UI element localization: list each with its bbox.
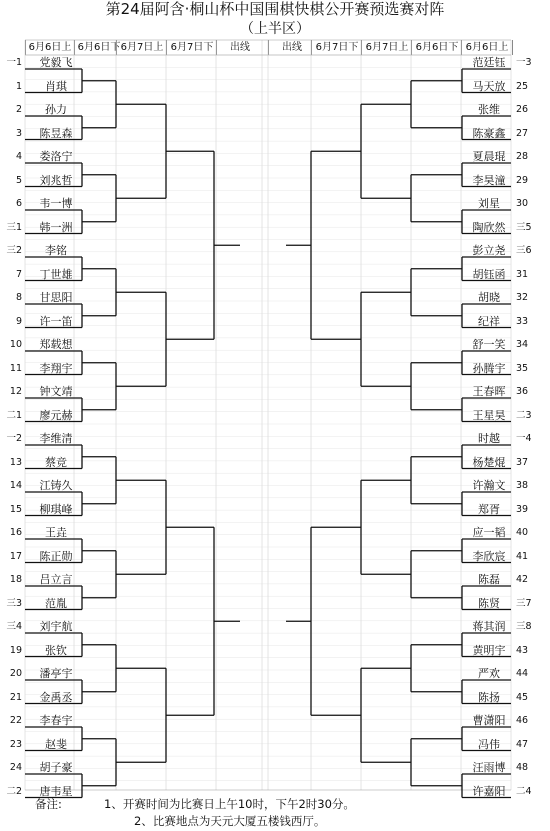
right-player-name: 马天放 (472, 79, 506, 93)
left-header-2: 6月6日下 (74, 40, 123, 55)
left-header-5: 出线 (216, 40, 263, 55)
right-player-name: 夏晨琨 (472, 150, 506, 163)
left-player-name: 李维清 (39, 432, 73, 445)
left-player-name: 孙力 (45, 103, 67, 116)
right-player-name: 汪雨博 (472, 761, 506, 774)
right-player-seed: 一3 (516, 57, 532, 68)
left-player-seed: 20 (9, 668, 22, 679)
right-player-name: 舒一笑 (472, 338, 506, 351)
right-player-name: 陈磊 (478, 573, 500, 586)
left-header-3: 6月7日上 (116, 40, 167, 55)
left-player-name: 陈昱森 (39, 126, 73, 140)
left-player-seed: 三3 (6, 597, 22, 609)
left-player-seed: 2 (15, 104, 22, 115)
right-player-seed: 33 (516, 315, 529, 327)
right-player-seed: 44 (516, 668, 529, 679)
left-player-name: 王垚 (45, 526, 67, 539)
left-player-seed: 三4 (6, 621, 22, 632)
right-player-name: 陈贤 (478, 596, 500, 610)
left-player-seed: 3 (15, 127, 22, 139)
left-player-name: 许一笛 (39, 314, 73, 328)
right-player-seed: 45 (516, 691, 529, 703)
right-player-name: 范廷钰 (472, 56, 506, 69)
left-player-name: 范胤 (45, 596, 67, 610)
right-player-seed: 37 (516, 456, 529, 468)
right-player-seed: 47 (516, 738, 529, 750)
right-player-seed: 二3 (516, 409, 532, 421)
left-player-name: 肖琪 (45, 79, 67, 93)
left-player-name: 李翔宇 (39, 361, 73, 375)
left-player-seed: 1 (15, 80, 22, 92)
right-player-name: 王星昊 (472, 408, 506, 422)
right-player-seed: 一4 (516, 433, 532, 444)
right-player-name: 郑胥 (478, 502, 500, 516)
right-header-1: 出线 (268, 40, 315, 55)
right-player-seed: 32 (516, 292, 529, 303)
page-title: 第24届阿含·桐山杯中国围棋快棋公开赛预选赛对阵 (105, 0, 445, 18)
right-player-name: 张维 (478, 103, 500, 116)
left-player-name: 吕立言 (39, 573, 73, 586)
left-player-name: 钟文靖 (39, 385, 73, 398)
right-player-name: 应一韬 (472, 526, 506, 539)
notes-line-2: 2、比赛地点为天元大厦五楼钱西厅。 (134, 814, 326, 828)
right-header-4: 6月6日下 (411, 40, 462, 55)
right-header-5: 6月6日上 (461, 40, 513, 55)
left-player-name: 蔡竞 (45, 455, 67, 469)
left-player-name: 陈正勋 (39, 549, 73, 563)
right-player-name: 王春晖 (472, 385, 506, 398)
left-player-seed: 5 (15, 174, 22, 186)
left-player-name: 丁世雄 (39, 267, 73, 281)
left-player-name: 韦一博 (39, 197, 73, 210)
left-player-name: 李春宇 (39, 714, 73, 727)
right-player-seed: 30 (516, 198, 529, 209)
right-player-name: 曹潇阳 (472, 714, 506, 727)
right-player-name: 时越 (478, 432, 500, 445)
left-header-4: 6月7日下 (166, 40, 217, 55)
left-player-name: 甘思阳 (39, 291, 73, 304)
right-player-name: 许嘉阳 (472, 784, 506, 798)
right-player-seed: 三6 (516, 245, 532, 256)
left-player-name: 廖元赫 (39, 408, 73, 422)
left-player-name: 韩一洲 (39, 220, 73, 234)
left-player-seed: 6 (15, 198, 22, 209)
left-player-seed: 13 (9, 456, 22, 468)
left-player-name: 张钦 (45, 643, 67, 657)
left-player-seed: 8 (15, 292, 22, 303)
right-player-seed: 46 (516, 715, 529, 726)
left-player-seed: 16 (9, 527, 22, 538)
right-player-name: 彭立尧 (472, 244, 506, 257)
left-player-seed: 15 (9, 503, 22, 515)
left-player-seed: 19 (9, 644, 22, 656)
right-player-name: 胡钰函 (472, 267, 506, 281)
left-player-seed: 24 (9, 762, 22, 773)
left-player-seed: 4 (15, 151, 22, 162)
left-player-seed: 10 (9, 339, 22, 350)
left-player-seed: 23 (9, 738, 22, 750)
right-header-3: 6月7日上 (361, 40, 412, 55)
left-player-seed: 一2 (6, 433, 22, 444)
right-player-seed: 三5 (516, 221, 532, 233)
right-player-name: 陈扬 (478, 690, 500, 704)
right-player-name: 严欢 (478, 667, 500, 680)
left-player-seed: 三1 (6, 221, 22, 233)
left-player-seed: 二1 (6, 409, 22, 421)
right-player-seed: 28 (516, 151, 529, 162)
left-player-name: 娄洛宁 (39, 150, 73, 163)
right-player-seed: 35 (516, 362, 529, 374)
right-header-2: 6月7日下 (311, 40, 362, 55)
right-player-seed: 34 (516, 339, 529, 350)
left-player-seed: 一1 (6, 57, 22, 68)
right-player-seed: 42 (516, 574, 529, 585)
left-player-seed: 二2 (6, 785, 22, 797)
notes-line-1: 1、开赛时间为比赛日上午10时，下午2时30分。 (104, 797, 355, 811)
right-player-name: 李昊潼 (472, 173, 506, 187)
right-player-seed: 三7 (516, 597, 532, 609)
left-player-seed: 7 (15, 268, 22, 280)
right-player-seed: 39 (516, 503, 529, 515)
right-player-seed: 二4 (516, 785, 532, 797)
right-player-name: 陈豪鑫 (472, 126, 506, 140)
left-player-seed: 11 (9, 362, 22, 374)
right-player-seed: 27 (516, 127, 529, 139)
left-player-name: 刘兆哲 (39, 173, 73, 187)
right-player-name: 刘星 (478, 197, 500, 210)
left-player-name: 柳琪峰 (39, 502, 73, 516)
right-player-name: 孙腾宇 (472, 361, 506, 375)
left-player-seed: 12 (9, 386, 22, 397)
left-player-seed: 9 (15, 315, 22, 327)
right-player-name: 冯伟 (478, 737, 500, 751)
right-player-name: 李欣宸 (472, 549, 506, 563)
left-player-seed: 18 (9, 574, 22, 585)
right-player-name: 许瀚文 (472, 479, 506, 492)
right-player-seed: 26 (516, 104, 529, 115)
page-subtitle: （上半区） (240, 21, 310, 37)
left-player-name: 赵斐 (45, 737, 67, 751)
right-player-seed: 38 (516, 480, 529, 491)
right-player-seed: 25 (516, 80, 529, 92)
left-player-name: 刘宇航 (39, 620, 73, 633)
notes-label: 备注: (35, 797, 62, 811)
right-player-name: 蒋其润 (472, 620, 506, 633)
right-player-name: 胡晓 (478, 291, 500, 304)
left-player-name: 金禹丞 (39, 690, 73, 704)
left-player-name: 潘亭宇 (39, 667, 73, 680)
right-player-seed: 48 (516, 762, 529, 773)
left-player-name: 江铸久 (39, 479, 73, 492)
right-player-seed: 29 (516, 174, 529, 186)
left-player-seed: 17 (9, 550, 22, 562)
right-player-seed: 43 (516, 644, 529, 656)
left-player-seed: 22 (9, 715, 22, 726)
right-player-seed: 31 (516, 268, 529, 280)
left-player-seed: 14 (9, 480, 22, 491)
right-player-seed: 36 (516, 386, 529, 397)
left-player-seed: 三2 (6, 245, 22, 256)
left-player-seed: 21 (9, 691, 22, 703)
right-player-name: 黄明宇 (472, 643, 506, 657)
right-player-name: 陶欣然 (472, 220, 506, 234)
left-player-name: 党毅飞 (39, 56, 73, 69)
left-header-1: 6月6日上 (25, 40, 74, 55)
right-player-seed: 40 (516, 527, 529, 538)
right-player-seed: 41 (516, 550, 529, 562)
left-player-name: 郑载想 (39, 338, 73, 351)
left-player-name: 胡子豪 (39, 761, 73, 774)
right-player-name: 纪祥 (478, 314, 500, 328)
left-player-name: 李铭 (45, 244, 67, 257)
right-player-name: 杨楚焜 (472, 455, 506, 469)
right-player-seed: 三8 (516, 621, 532, 632)
left-player-name: 唐韦星 (39, 784, 73, 798)
